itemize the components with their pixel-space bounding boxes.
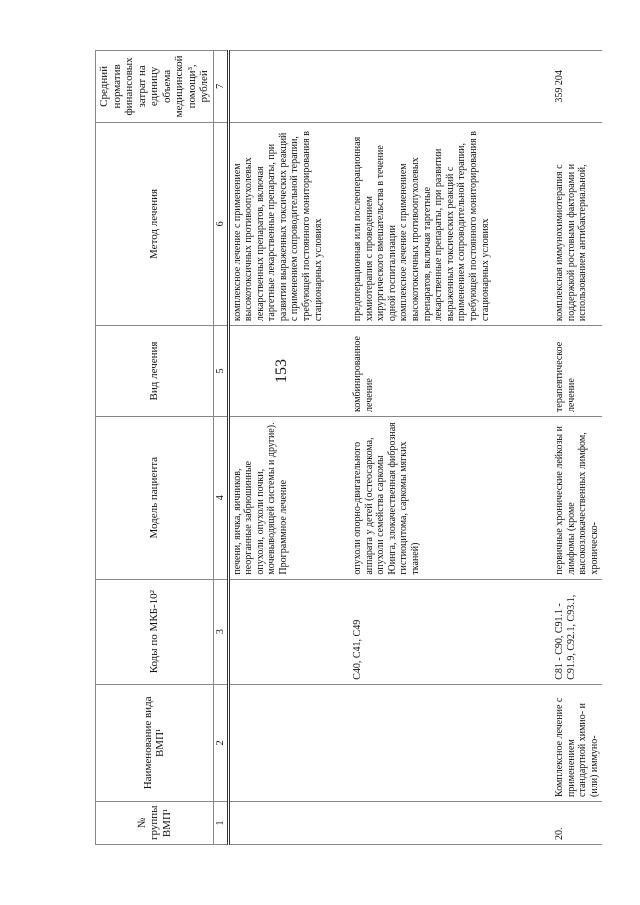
column-number: 4 [213,416,228,579]
header-patient-model: Модель пациента [96,416,214,579]
column-number-row [213,51,228,845]
cell-model: первичные хронические лейкозы и лимфомы (кроме высокозлокачественных лимфом, хроническо- [552,416,602,579]
cell-codes: C81 - C90, C91.1 - C91.9, C92.1, C93.1, [552,579,602,684]
header-cost: Средний норматив финансовых затрат на единицу объема медицинской помощи³, рублей [96,51,214,123]
cell-type: комбинированное лечение [350,326,552,417]
cell-type [228,326,350,417]
cell-cost [228,51,350,123]
table-row [552,51,602,845]
cell-method: предоперационная или послеоперационная химиотерапия с проведением хирургического вмешательства в течение одной госпитализации комплексное лечение с применением высокотоксичных противоопухолевых препаратов, включая таргетные лекарственные препараты, при развитии выраженных токсических реакций с применением сопроводительной терапии, требующей постоянного мониторирования в стационарных условиях [350,122,552,325]
table-row [350,51,552,845]
column-number: 2 [213,684,228,801]
header-group-number: № группы ВМП¹ [96,801,214,844]
cell-codes: C40, C41, C49 [350,579,552,684]
cell-group: 20. [552,801,602,844]
cell-method: комплексная иммунохимиотерапия с поддержкой ростовыми факторами и использованием антибактериальной, [552,122,602,325]
table-header-row [96,51,214,845]
cell-group [228,801,350,844]
cell-method: комплексное лечение с применением высокотоксичных противоопухолевых лекарственных препаратов, включая таргетные лекарственные препараты, при развитии выраженных токсических реакций с применением сопроводительной терапии, требующей постоянного мониторирования в стационарных условиях [228,122,350,325]
cell-cost: 359 204 [552,51,602,123]
cell-name [228,684,350,801]
vmp-table [95,50,602,845]
cell-name: Комплексное лечение с применением стандартной химио- и (или) иммуно- [552,684,602,801]
page-number: 153 [273,359,290,383]
header-icd-codes: Коды по МКБ-10² [96,579,214,684]
cell-model: опухоли опорно-двигательного аппарата у детей (остеосаркома, опухоли семейства саркомы Юинга, злокачественная фиброзная гистиоцитома, саркомы мягких тканей) [350,416,552,579]
header-vmp-name: Наименование вида ВМП¹ [96,684,214,801]
column-number: 3 [213,579,228,684]
cell-cost [350,51,552,123]
cell-name [350,684,552,801]
cell-model: печени, яичка, яичников, неорганные забрюшинные опухоли, опухоли почки, мочевыводящей системы и другие). Программное лечение [228,416,350,579]
cell-codes [228,579,350,684]
column-number: 1 [213,801,228,844]
cell-type: терапевтическое лечение [552,326,602,417]
column-number: 6 [213,122,228,325]
cell-group [350,801,552,844]
header-treatment-type: Вид лечения [96,326,214,417]
header-treatment-method: Метод лечения [96,122,214,325]
column-number: 7 [213,51,228,123]
column-number: 5 [213,326,228,417]
table-row [228,51,350,845]
